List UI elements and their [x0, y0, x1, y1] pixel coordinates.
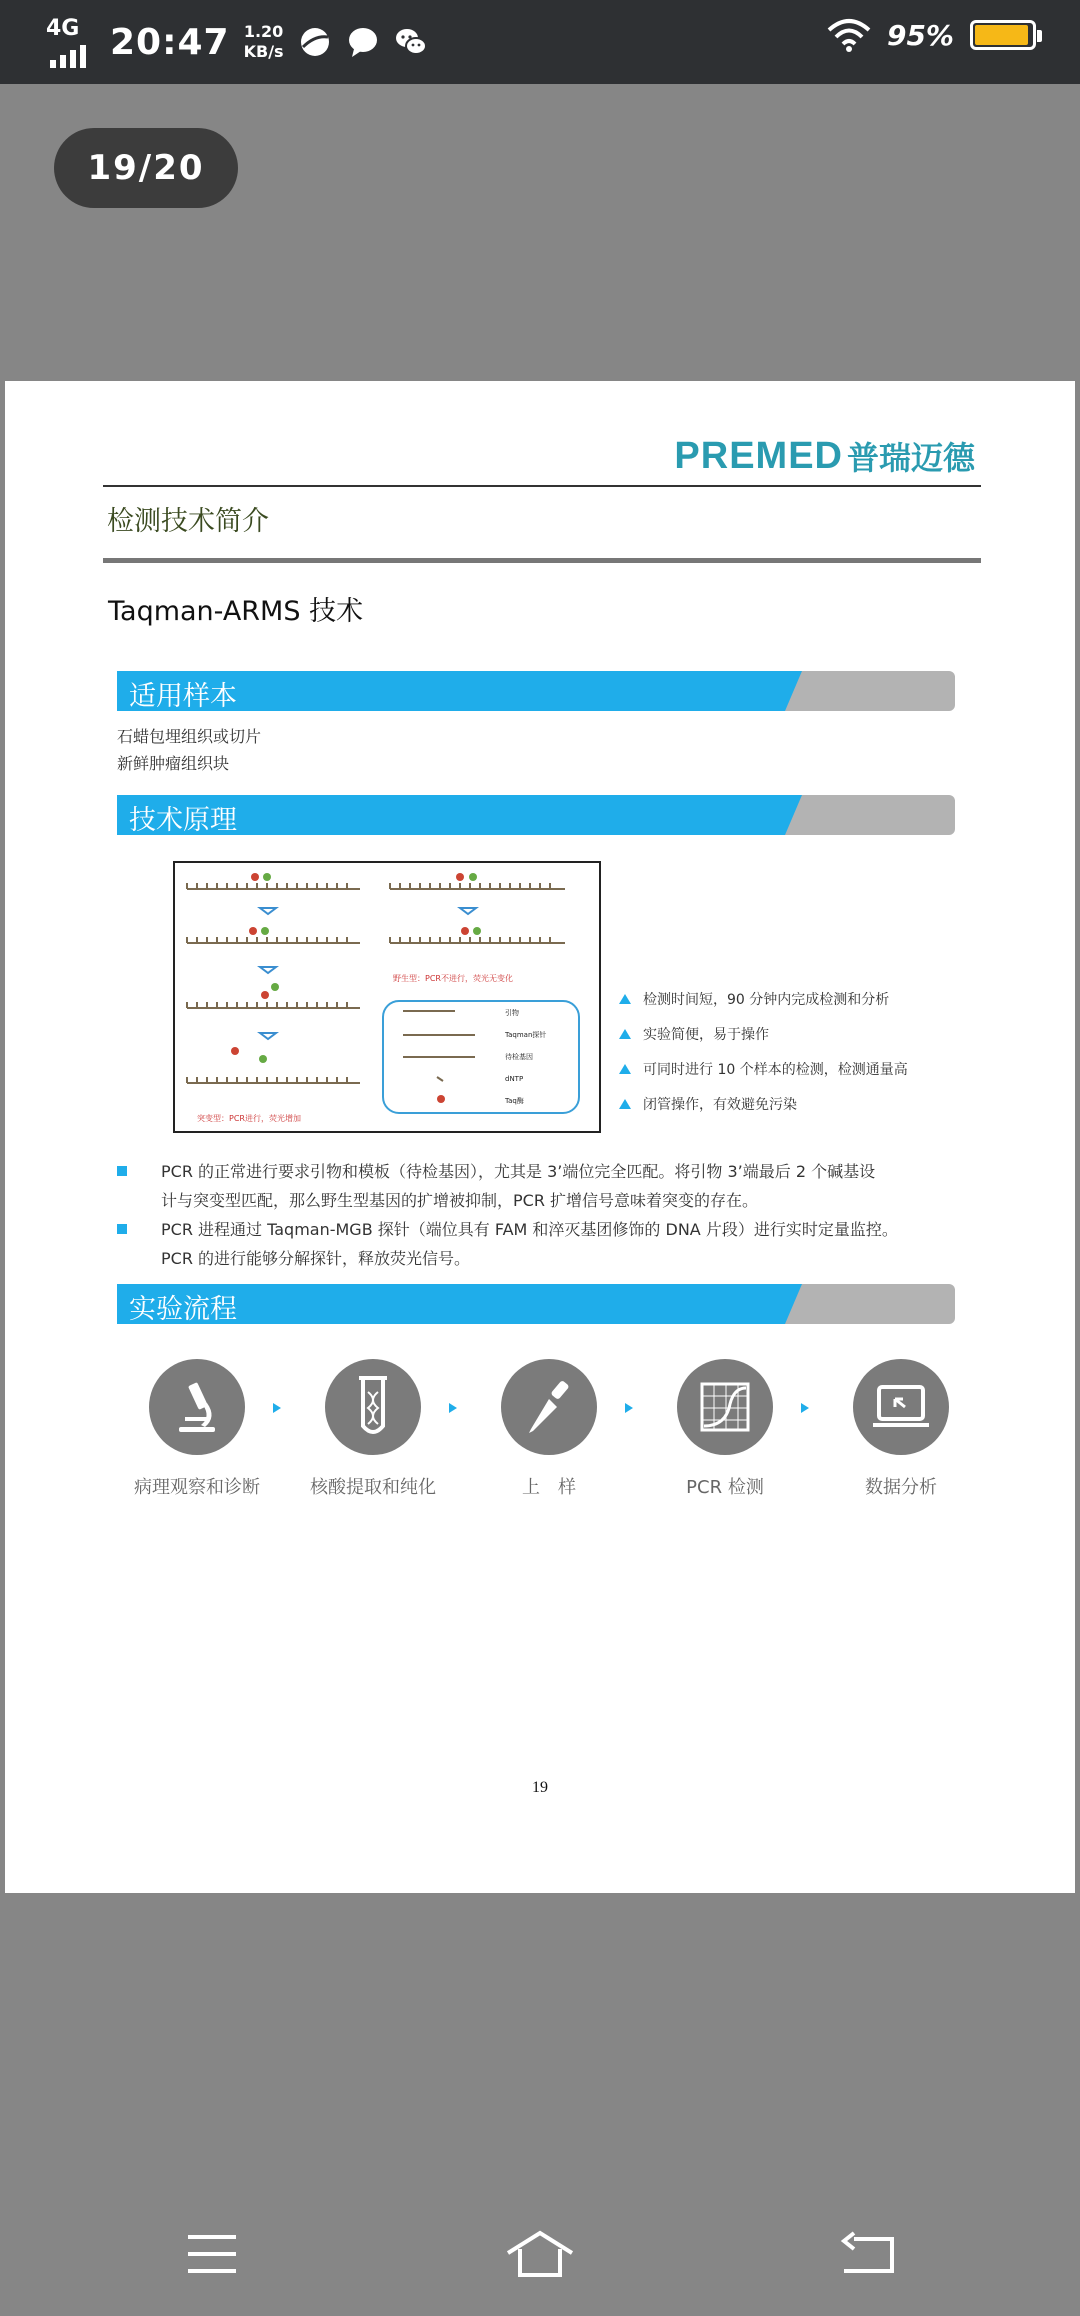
band-samples: 适用样本	[117, 671, 955, 711]
status-bar	[0, 0, 1080, 84]
home-button[interactable]	[500, 2224, 580, 2284]
pcr-curve-icon	[677, 1359, 773, 1455]
page-number: 19	[532, 1779, 548, 1796]
workflow-step: 数据分析	[811, 1359, 991, 1499]
workflow-step: 上 样	[459, 1359, 639, 1499]
list-item: 检测时间短，90 分钟内完成检测和分析	[619, 981, 908, 1016]
document-page[interactable]	[5, 381, 1075, 1893]
microscope-icon	[149, 1359, 245, 1455]
laptop-icon	[853, 1359, 949, 1455]
list-item: 可同时进行 10 个样本的检测，检测通量高	[619, 1051, 908, 1086]
svg-text:待检基因: 待检基因	[505, 1053, 533, 1061]
pipette-icon	[501, 1359, 597, 1455]
page-counter: 19/20	[54, 128, 238, 208]
principle-paragraph: PCR 进程通过 Taqman-MGB 探针（端位具有 FAM 和淬灭基团修饰的 DNA 片段）进行实时定量监控。 PCR 的进行能够分解探针，释放荧光信号。	[117, 1215, 947, 1273]
workflow-step: PCR 检测	[635, 1359, 815, 1499]
nav-bar	[0, 2196, 1080, 2316]
workflow	[117, 1359, 967, 1499]
battery-icon	[970, 20, 1036, 50]
clock: 20:47	[110, 21, 230, 63]
menu-button[interactable]	[172, 2224, 252, 2284]
battery-percent: 95%	[886, 18, 954, 52]
workflow-step: 病理观察和诊断	[107, 1359, 287, 1499]
advantage-list	[619, 981, 908, 1121]
premed-logo	[674, 433, 975, 479]
sample-item: 石蜡包埋组织或切片	[117, 727, 262, 746]
svg-text:Taq酶: Taq酶	[505, 1097, 524, 1105]
back-button[interactable]	[828, 2224, 908, 2284]
wifi-icon	[827, 18, 871, 52]
signal-icon	[46, 14, 96, 70]
logo-cn: 普瑞迈德	[846, 439, 975, 477]
svg-text:Taqman探针: Taqman探针	[505, 1031, 547, 1039]
sample-item: 新鲜肿瘤组织块	[117, 754, 230, 773]
test-tube-icon	[325, 1359, 421, 1455]
home-icon	[504, 2229, 576, 2279]
message-icon	[346, 25, 380, 59]
header-rule	[103, 485, 981, 487]
back-icon	[838, 2231, 898, 2277]
page-subtitle: Taqman-ARMS 技术	[108, 596, 364, 627]
section-title: 检测技术简介	[107, 506, 269, 537]
svg-text:dNTP: dNTP	[505, 1075, 524, 1083]
menu-icon	[184, 2233, 240, 2275]
list-item: 实验简便，易于操作	[619, 1016, 908, 1051]
wechat-icon	[394, 25, 428, 59]
principle-paragraph: PCR 的正常进行要求引物和模板（待检基因），尤其是 3’端位完全匹配。将引物 3’端最后 2 个碱基设 计与突变型匹配，那么野生型基因的扩增被抑制，PCR 扩增信号意味着突变的存在。	[117, 1157, 947, 1215]
net-speed: 1.20 KB/s	[243, 22, 284, 61]
svg-text:引物: 引物	[505, 1009, 519, 1017]
svg-text:突变型：PCR进行，荧光增加: 突变型：PCR进行，荧光增加	[197, 1114, 301, 1123]
taqman-principle-diagram	[173, 861, 601, 1133]
browser-icon	[298, 25, 332, 59]
band-principle: 技术原理	[117, 795, 955, 835]
logo-en: PREMED	[674, 434, 843, 477]
workflow-step: 核酸提取和纯化	[283, 1359, 463, 1499]
band-workflow: 实验流程	[117, 1284, 955, 1324]
network-type: 4G	[46, 16, 80, 41]
svg-text:野生型：PCR不进行，荧光无变化: 野生型：PCR不进行，荧光无变化	[393, 974, 513, 983]
list-item: 闭管操作，有效避免污染	[619, 1086, 908, 1121]
section-rule	[103, 558, 981, 563]
